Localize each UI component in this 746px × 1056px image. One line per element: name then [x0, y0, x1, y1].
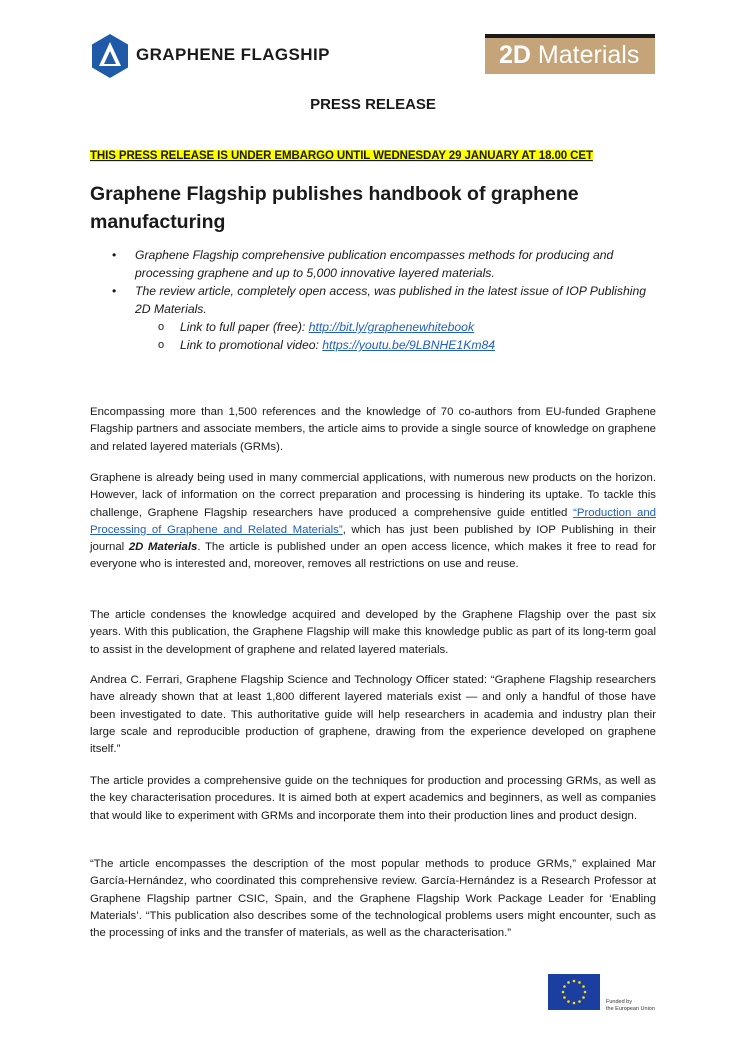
paragraph	[90, 773, 656, 825]
eu-star-icon	[563, 985, 566, 988]
logo-2d: 2D	[499, 41, 531, 69]
bullet-icon: •	[112, 284, 117, 298]
sub-bullet-label: Link to promotional video:	[180, 338, 323, 352]
eu-star-icon	[582, 996, 585, 999]
eu-star-icon	[563, 996, 566, 999]
eu-star-icon	[573, 980, 576, 983]
sub-bullet-label: Link to full paper (free):	[180, 320, 309, 334]
paragraph-text: “The article encompasses the description of the most popular methods to produce GRMs,” explained Mar García-Hernández, who coordinated this comprehensive review. García-Hernández is a Research Professor at Graphene Flagship partner CSIC, Spain, and the Graphene Flagship Work Package Leader for ‘Enabling Materials’. “This publication also describes some of the technological problems users might encounter, such as the processing of inks and the transfer of materials, as well as the characterisation.”	[90, 858, 656, 940]
eu-star-icon	[573, 1002, 576, 1005]
eu-star-icon	[578, 1000, 581, 1003]
funded-line: Funded by	[606, 999, 632, 1005]
paragraph-text: , which has just been published by IOP Publishing in their journal	[90, 523, 656, 554]
paragraph-text: The article provides a comprehensive guide on the techniques for production and processing GRMs, as well as the key characterisation procedures. It is aimed both at expert academics and beginners, as well as companies that would like to experiment with GRMs and incorporate them into their production lines and product design.	[90, 775, 656, 822]
paragraph	[90, 404, 656, 456]
journal-name: 2D Materials	[128, 541, 198, 554]
headline: Graphene Flagship publishes handbook of graphene manufacturing	[90, 183, 579, 233]
paragraph-text: Andrea C. Ferrari, Graphene Flagship Science and Technology Officer stated: “Graphene Flagship researchers have already shown that at least 1,800 different layered materials exist — and only a handful of those have been investigated to date. This authoritative guide will help researchers in academia and industry plan their large scale and reproducible production of graphene, drawing from the experience developed on graphene itself.”	[90, 674, 656, 756]
sub-bullet-item	[90, 336, 650, 354]
hexagon-logo-icon	[90, 33, 130, 79]
eu-star-icon	[567, 981, 570, 984]
logo-wordmark: GRAPHENE FLAGSHIP	[136, 45, 330, 64]
video-link[interactable]: https://youtu.be/9LBNHE1Km84	[322, 338, 496, 352]
bullet-item	[90, 282, 650, 318]
2d-materials-logo	[485, 34, 655, 74]
eu-star-icon	[578, 981, 581, 984]
article-title-link[interactable]: “Production and Processing of Graphene and Related Materials”	[90, 506, 657, 536]
paragraph-text: . The article is published under an open access licence, which makes it free to read for everyone who is interested and, moreover, removes all restrictions on use and reuse.	[90, 541, 656, 571]
sub-bullet-item	[90, 318, 650, 336]
paragraph-text: Graphene is already being used in many commercial applications, with numerous new products on the horizon. However, lack of information on the correct preparation and processing is hindering its uptake. To tackle this challenge, Graphene Flagship researchers have produced a comprehensive guide entitled	[90, 472, 656, 519]
paragraph	[90, 607, 656, 659]
funded-line: the European Union	[606, 1005, 655, 1012]
embargo-notice: THIS PRESS RELEASE IS UNDER EMBARGO UNTIL WEDNESDAY 29 JANUARY AT 18.00 CET	[90, 150, 593, 162]
circle-bullet-icon: o	[158, 339, 165, 351]
bullet-text: Graphene Flagship comprehensive publication encompasses methods for producing and processing graphene and up to 5,000 innovative layered materials.	[135, 248, 614, 280]
paragraph	[90, 672, 656, 758]
press-release-label: PRESS RELEASE	[310, 96, 436, 113]
eu-star-icon	[582, 985, 585, 988]
paragraph-text: The article condenses the knowledge acquired and developed by the Graphene Flagship over the past six years. With this publication, the Graphene Flagship will make this knowledge public as part of its long-term goal to assist in the development of graphene and related layered materials.	[90, 609, 656, 656]
paper-link[interactable]: http://bit.ly/graphenewhitebook	[308, 320, 475, 334]
logo-materials: Materials	[530, 41, 640, 69]
paragraph	[90, 856, 656, 942]
summary-bullets	[90, 246, 650, 354]
bullet-item	[90, 246, 650, 282]
bullet-text: The review article, completely open access, was published in the latest issue of IOP Publishing 2D Materials.	[135, 284, 647, 316]
eu-star-icon	[562, 991, 565, 994]
paragraph-text: Encompassing more than 1,500 references and the knowledge of 70 co-authors from EU-funded Graphene Flagship partners and associate members, the article aims to provide a single source of knowledge on graphene and related layered materials (GRMs).	[90, 406, 656, 453]
bullet-icon: •	[112, 248, 117, 262]
eu-funding-text	[606, 999, 655, 1012]
graphene-flagship-logo	[90, 33, 390, 79]
paragraph	[90, 470, 656, 574]
eu-flag-icon	[548, 974, 600, 1010]
eu-star-icon	[584, 991, 587, 994]
eu-star-icon	[567, 1000, 570, 1003]
circle-bullet-icon: o	[158, 321, 165, 333]
